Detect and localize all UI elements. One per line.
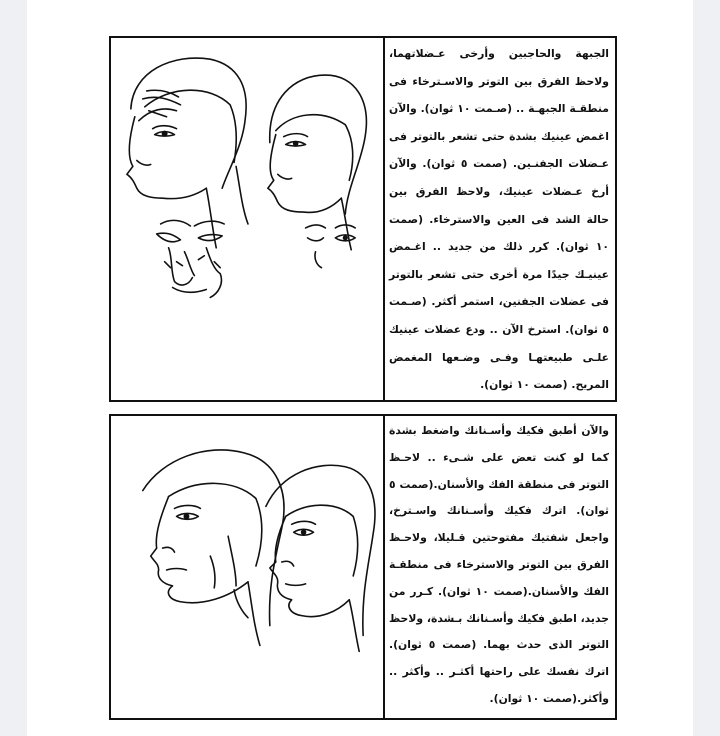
relaxed-face-sketch [268,75,367,250]
face-illustration-jaw [111,416,385,718]
jaw-faces-drawing [111,416,383,718]
tense-face-sketch [127,58,248,248]
exercise-instructions-jaw: والآن أطبق فكيك وأسـنانك واضغط بشدة كما لو كنت تعض على شـىء .. لاحـظ التوتر فى منطقة الفك والأسنان.(صمت ٥ ثوان). اترك فكيك وأسـنانك واسـترخ، واجعل شفتيك مفتوحتين قـليلا، ولاحـظ الفرق بين التوتر والاسترخاء فى منطقـة الفك والأسنان.(صمت ١٠ ثوان). كـرر من جديد، اطبق فكيك وأسـنانك بـشدة، ولاحظ التوتر الذى حدث بهما. (صمت ٥ ثوان). اترك نفسك على راحتها أكثـر .. وأكثر .. وأكثر.(صمت ١٠ ثوان). [389,424,609,705]
exercise-instructions-eyes: الجبهة والحاجبين وأرخى عـضلاتهما، ولاحظ الفرق بين التوتر والاسـترخاء فى منطقـة الجبهـة .. (صـمت ١٠ ثوان). والآن اغمض عينيك بشدة حتى تشعر بالتوتر فى عـضلات الجفنـين. (صمت ٥ ثوان). والآن أرخ عـضلات عينيك، ولاحظ الفرق بين حالة الشد فى العين والاسترخاء. (صمت ١٠ ثوان). كرر ذلك من جديد .. اغـمض عينيـك جيدًا مرة أخرى حتى تشعر بالتوتر فى عضلات الجفنين، استمر أكثر. (صـمت ٥ ثوان). استرخ الآن .. ودع عضلات عينيك علـى طبيعتهـا وفـى وضـعها المغمض المريح. (صمت ١٠ ثوان). [389,47,609,392]
exercise-panel-jaw [109,414,617,720]
face-illustration-eyes [111,38,385,400]
exercise-panel-eyes [109,36,617,402]
document-page [27,0,693,736]
clenched-jaw-face-sketch [143,450,284,646]
forehead-eyes-drawing [111,38,383,400]
